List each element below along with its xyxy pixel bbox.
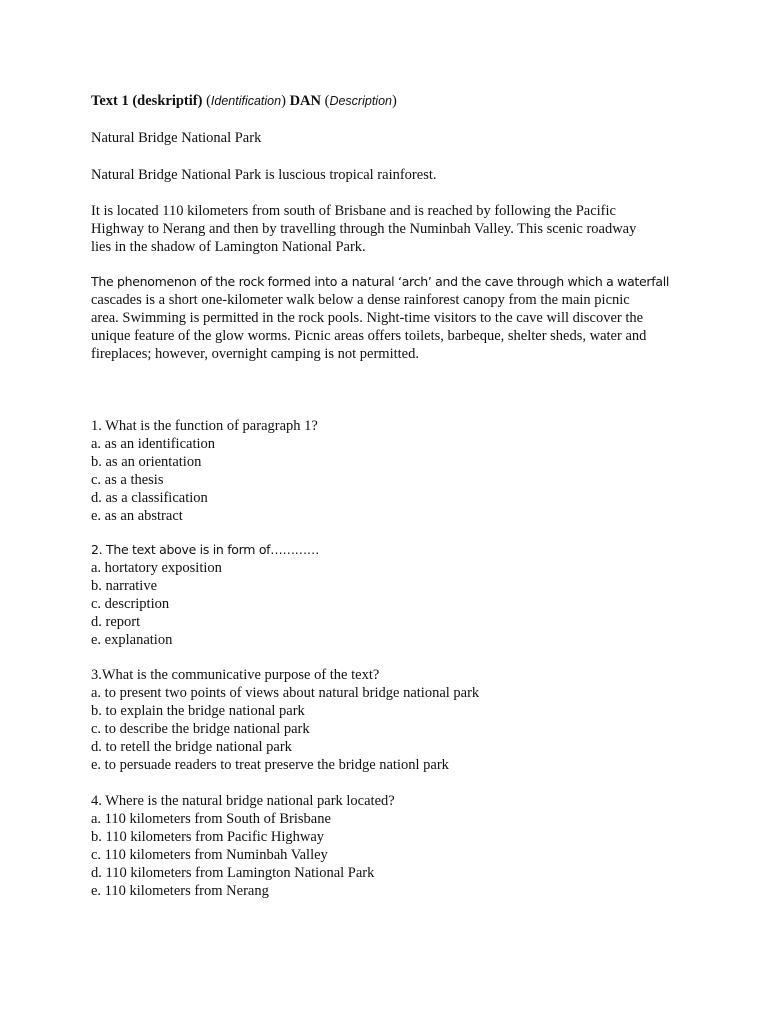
page-title <box>91 92 691 110</box>
answer-option: c. description <box>91 596 170 612</box>
paragraph-3-line: fireplaces; however, overnight camping is not permitted. <box>91 346 419 362</box>
question-1 <box>91 417 691 525</box>
paragraph-2-line: Highway to Nerang and then by travelling through the Numinbah Valley. This scenic roadway <box>91 221 637 237</box>
question-3 <box>91 666 691 774</box>
answer-option: d. 110 kilometers from Lamington National Park <box>91 865 375 881</box>
answer-option: c. 110 kilometers from Numinbah Valley <box>91 847 328 863</box>
title-paren-close-2: ) <box>391 93 397 109</box>
question-text: 2. The text above is in form of………… <box>91 542 320 557</box>
answer-option: a. as an identification <box>91 436 216 452</box>
paragraph-2 <box>91 202 691 256</box>
answer-option: d. as a classification <box>91 490 208 506</box>
paragraph-3-line: unique feature of the glow worms. Picnic areas offers toilets, barbeque, shelter sheds, water and <box>91 328 647 344</box>
title-text: Text 1 (deskriptif) <box>91 93 203 109</box>
heading: Natural Bridge National Park <box>91 130 262 146</box>
answer-option: b. narrative <box>91 578 158 594</box>
answer-option: e. as an abstract <box>91 508 183 524</box>
answer-option: a. 110 kilometers from South of Brisbane <box>91 811 331 827</box>
answer-option: c. as a thesis <box>91 472 164 488</box>
paragraph-1: Natural Bridge National Park is luscious tropical rainforest. <box>91 167 437 183</box>
answer-option: c. to describe the bridge national park <box>91 721 310 737</box>
paragraph-3-line: The phenomenon of the rock formed into a natural ‘arch’ and the cave through which a waterfall <box>91 274 670 289</box>
answer-option: e. 110 kilometers from Nerang <box>91 883 269 899</box>
answer-option: d. to retell the bridge national park <box>91 739 292 755</box>
answer-option: b. as an orientation <box>91 454 202 470</box>
question-4 <box>91 792 691 900</box>
answer-option: a. to present two points of views about natural bridge national park <box>91 685 480 701</box>
answer-option: d. report <box>91 614 141 630</box>
paragraph-2-line: lies in the shadow of Lamington National Park. <box>91 239 366 255</box>
question-text: 4. Where is the natural bridge national park located? <box>91 793 395 809</box>
paragraph-3 <box>91 273 691 363</box>
title-paren-open: ( <box>206 93 211 109</box>
answer-option: e. to persuade readers to treat preserve the bridge nationl park <box>91 757 449 773</box>
title-paren-open-2: ( <box>324 93 330 109</box>
answer-option: b. 110 kilometers from Pacific Highway <box>91 829 325 845</box>
answer-option: e. explanation <box>91 632 173 648</box>
question-text: 3.What is the communicative purpose of the text? <box>91 667 380 683</box>
paragraph-3-line: area. Swimming is permitted in the rock pools. Night-time visitors to the cave will discover the <box>91 310 644 326</box>
title-identification: Identification <box>210 94 282 108</box>
title-description: Description <box>329 94 392 108</box>
paragraph-3-line: cascades is a short one-kilometer walk below a dense rainforest canopy from the main picnic <box>91 292 630 308</box>
question-2 <box>91 541 691 649</box>
title-paren-close: ) <box>281 93 286 109</box>
question-text: 1. What is the function of paragraph 1? <box>91 418 318 434</box>
answer-option: a. hortatory exposition <box>91 560 222 576</box>
title-dan: DAN <box>289 93 321 109</box>
answer-option: b. to explain the bridge national park <box>91 703 305 719</box>
paragraph-2-line: It is located 110 kilometers from south of Brisbane and is reached by following the Pacific <box>91 203 616 219</box>
